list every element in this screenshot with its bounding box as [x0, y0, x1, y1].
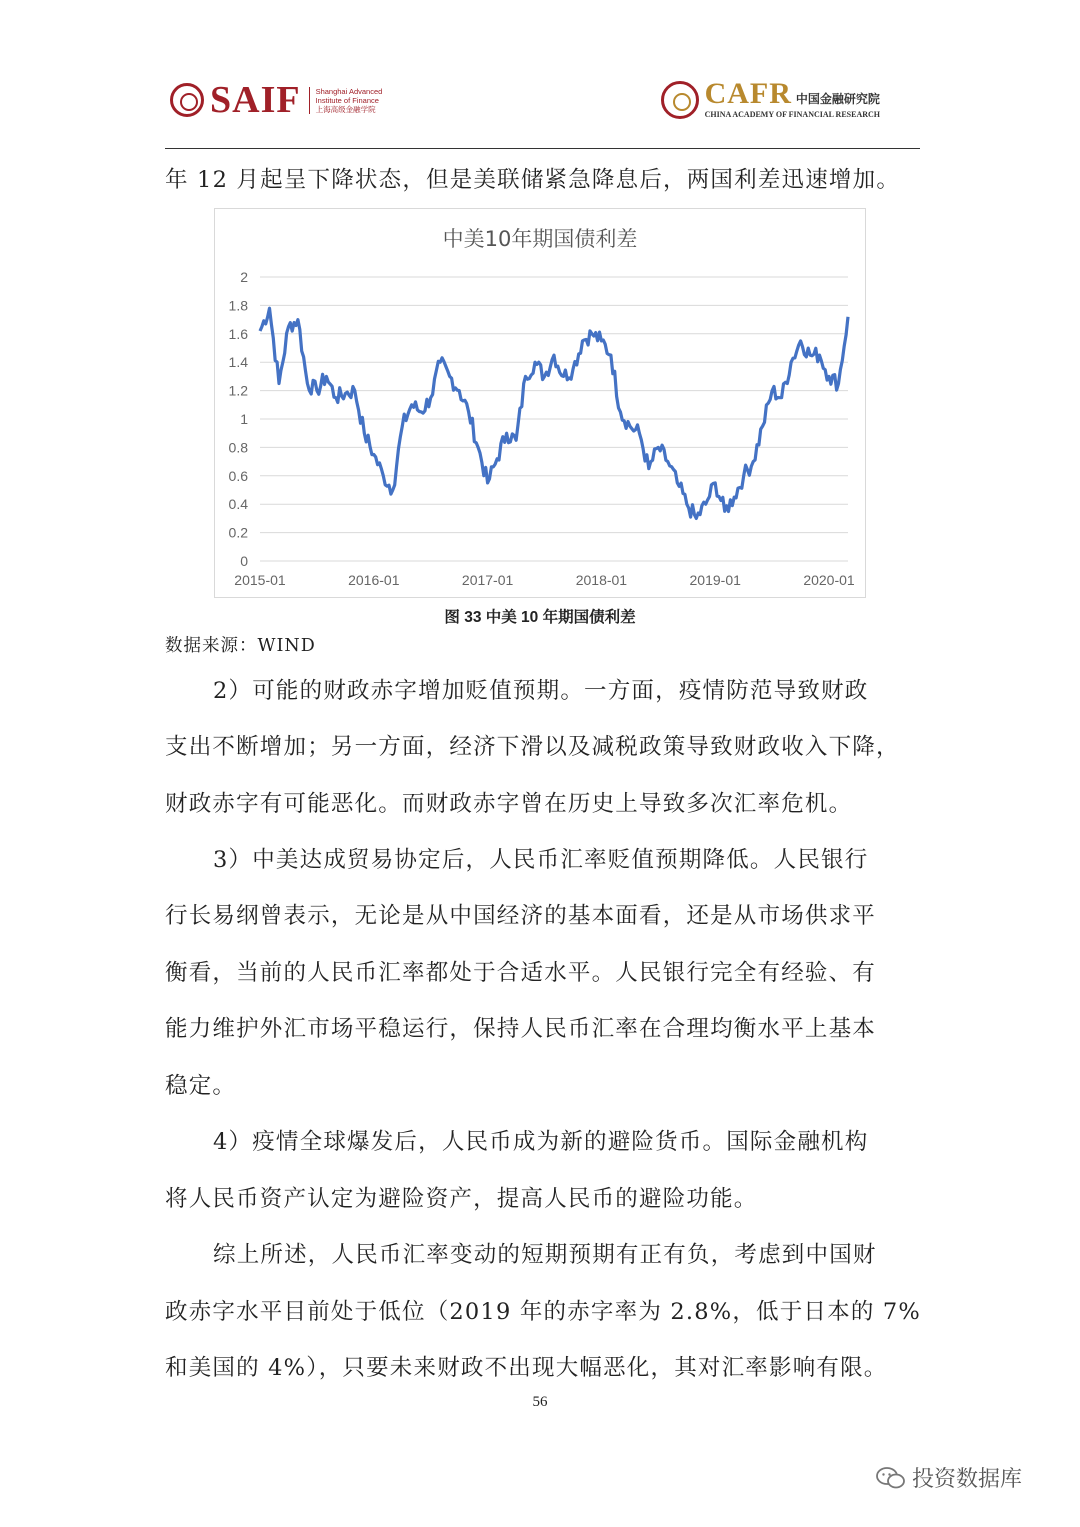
paragraph-line: 衡看，当前的人民币汇率都处于合适水平。人民银行完全有经验、有 [165, 960, 877, 986]
y-tick-label: 2 [240, 269, 248, 285]
x-tick-label: 2018-01 [575, 572, 628, 588]
chart-container [214, 208, 866, 598]
paragraph-line: 支出不断增加；另一方面，经济下滑以及减税政策导致财政收入下降， [165, 734, 900, 760]
cafr-logo-cn: 中国金融研究院 [795, 92, 880, 106]
saif-seal-icon [170, 83, 204, 117]
saif-logo [170, 79, 383, 121]
y-tick-label: 0.4 [228, 496, 248, 513]
saif-sub-line: 上海高级金融学院 [315, 104, 376, 114]
cafr-seal-icon [661, 81, 699, 119]
saif-sub-line: Institute of Finance [315, 95, 379, 105]
wechat-icon [876, 1466, 906, 1490]
data-source: 数据来源：WIND [165, 636, 316, 656]
page-number: 56 [532, 1394, 548, 1410]
series-line [260, 308, 848, 518]
x-tick-label: 2017-01 [461, 572, 514, 588]
y-tick-label: 1.2 [228, 382, 248, 399]
saif-logo-subtitle [309, 87, 383, 114]
watermark-text: 投资数据库 [912, 1467, 1023, 1492]
y-tick-label: 1.4 [228, 354, 248, 371]
page-header [165, 70, 920, 149]
y-tick-label: 0 [240, 553, 248, 569]
y-tick-label: 1 [240, 411, 248, 427]
cafr-logo [661, 77, 880, 119]
cafr-logo-text: CAFR [704, 77, 792, 110]
saif-logo-text: SAIF [210, 79, 301, 121]
chart-title: 中美10年期国债利差 [442, 227, 638, 251]
x-tick-label: 2016-01 [348, 572, 400, 588]
x-tick-label: 2019-01 [689, 572, 741, 588]
y-tick-label: 1.8 [228, 297, 248, 314]
paragraph-line: 4）疫情全球爆发后，人民币成为新的避险货币。国际金融机构 [213, 1129, 869, 1155]
paragraph-line: 和美国的 4%），只要未来财政不出现大幅恶化，其对汇率影响有限。 [165, 1355, 888, 1381]
cafr-logo-en: CHINA ACADEMY OF FINANCIAL RESEARCH [704, 110, 880, 119]
watermark [876, 1462, 1022, 1493]
x-tick-label: 2015-01 [234, 572, 286, 588]
paragraph-line: 3）中美达成贸易协定后，人民币汇率贬值预期降低。人民银行 [213, 847, 869, 873]
y-tick-label: 0.8 [228, 439, 248, 456]
paragraph-line: 政赤字水平目前处于低位（2019 年的赤字率为 2.8%，低于日本的 7% [165, 1299, 921, 1325]
paragraph-line: 行长易纲曾表示，无论是从中国经济的基本面看，还是从市场供求平 [165, 903, 877, 929]
intro-line: 年 12 月起呈下降状态，但是美联储紧急降息后，两国利差迅速增加。 [165, 167, 901, 193]
paragraph-line: 稳定。 [165, 1073, 237, 1099]
y-tick-label: 0.2 [228, 524, 248, 541]
x-tick-label: 2020-01 [803, 572, 855, 588]
paragraph-line: 综上所述，人民币汇率变动的短期预期有正有负，考虑到中国财 [213, 1242, 877, 1268]
spread-line-chart [215, 209, 865, 597]
y-tick-label: 0.6 [228, 467, 248, 484]
paragraph-line: 能力维护外汇市场平稳运行，保持人民币汇率在合理均衡水平上基本 [165, 1016, 877, 1042]
paragraph-line: 将人民币资产认定为避险资产，提高人民币的避险功能。 [165, 1186, 758, 1212]
paragraph-line: 2）可能的财政赤字增加贬值预期。一方面，疫情防范导致财政 [213, 678, 869, 704]
saif-sub-line: Shanghai Advanced [315, 86, 383, 96]
figure-caption: 图 33 中美 10 年期国债利差 [444, 609, 636, 626]
paragraph-line: 财政赤字有可能恶化。而财政赤字曾在历史上导致多次汇率危机。 [165, 791, 853, 817]
y-tick-label: 1.6 [228, 325, 248, 342]
